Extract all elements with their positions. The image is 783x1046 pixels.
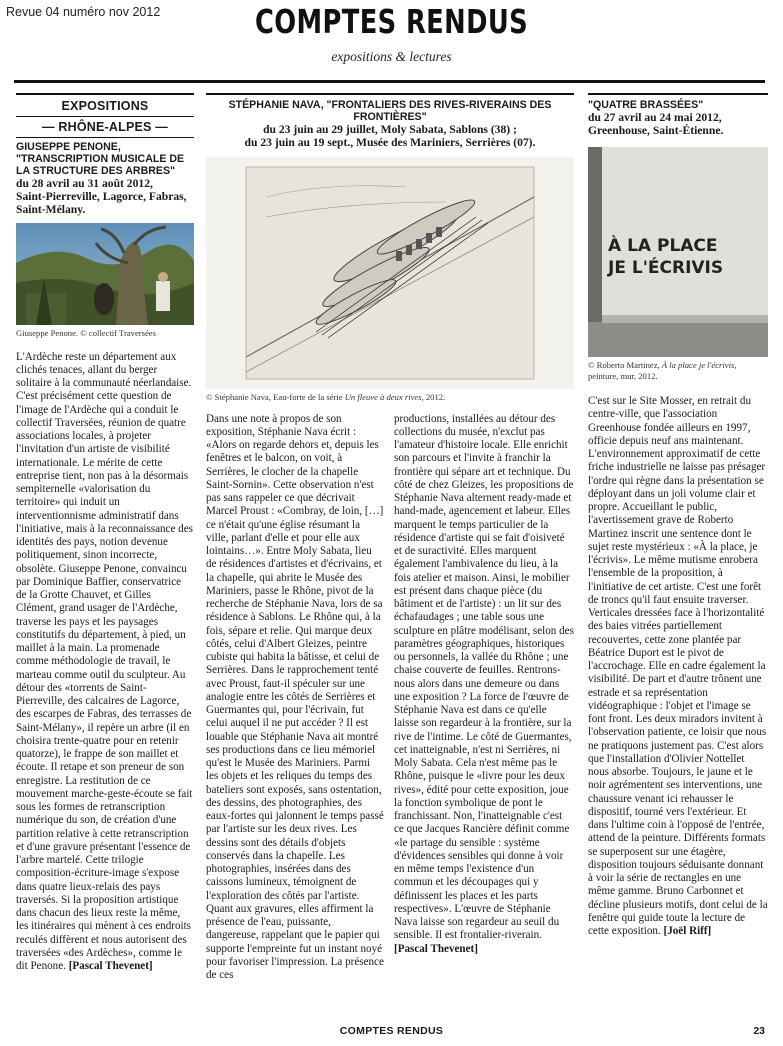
forest-photo-icon <box>16 223 194 325</box>
article-title: GIUSEPPE PENONE, "TRANSCRIPTION MUSICALE DE LA STRUCTURE DES ARBRES" <box>16 141 185 177</box>
column-penone <box>16 93 194 973</box>
wall-inscription <box>608 235 768 279</box>
column-nava <box>206 93 574 982</box>
article-text: productions, installées au détour des collections du musée, n'exclut pas l'amateur d'histoire locale. Elle enrichit son parcours et l'invite à franchir la frontière qui sépare art et technique. Du côté de chez Gleizes, les propositions de Stéphanie Nava alternent ready-made et hand-made, agencement et labeur. Elles marquent le temps particulier de la résidence d'artiste qui se fait d'oisiveté et de suractivité. Elles marquent également l'ambivalence du lieu, à la fois atelier et maison. Ainsi, le mobilier est présent dans chaque pièce (du bâtiment et de l'artiste) : un lit sur des échafaudages ; une table sous une sculpture en plâtre modélisant, selon des paramètres géographiques, historiques ou personnels, la vallée du Rhône ; une chaise couverte de feuilles. Rentrons-nous alors dans une demeure ou dans une exposition ? La force de l'œuvre de Stéphanie Nava est dans ce qu'elle laisse son regardeur à la frontière, sur la rive de l'intime. Le côté de Guermantes, cet inatteignable, n'est ni Serrières, ni Moly Sabata. Cela n'est même pas le Rhône, puisque le «livre pour les deux rives», édité pour cette exposition, joue la fonction symbolique de pont le franchissant. Non, l'inatteignable c'est ce que Jacques Rancière définit comme «le partage du sensible : système d'évidences sensibles qui donne à voir en même temps l'existence d'un commun et les découpages qui y définissent les places et les parts respectives». L'œuvre de Stéphanie Nava laisse son regardeur au seuil du sensible. Il est frontalier-riverain. <box>394 412 574 942</box>
nava-etching <box>206 157 574 389</box>
martinez-photo <box>588 147 768 357</box>
article-title: "QUATRE BRASSÉES" <box>588 99 704 111</box>
column-brassees <box>588 93 768 938</box>
caption-date: , peinture, mur, 2012. <box>588 360 737 381</box>
article-dates: du 23 juin au 29 juillet, Moly Sabata, Sablons (38) ; <box>263 123 517 136</box>
penone-photo <box>16 223 194 325</box>
caption-credit: © Roberto Martinez, <box>588 360 662 370</box>
issue-label: Revue 04 numéro nov 2012 <box>6 5 161 19</box>
etching-image-icon <box>206 157 574 389</box>
section-heading: EXPOSITIONS <box>61 99 149 113</box>
page-number: 23 <box>753 1025 765 1037</box>
caption-work-title: À la place je l'écrivis <box>661 360 735 370</box>
author-signature: [Joël Riff] <box>663 925 712 937</box>
author-signature: [Pascal Thevenet] <box>68 960 153 972</box>
article-place: Greenhouse, Saint-Étienne. <box>588 124 724 137</box>
section-rule <box>16 137 194 138</box>
section-rule <box>16 116 194 117</box>
photo-caption <box>588 360 768 381</box>
article-text: C'est sur le Site Mosser, en retrait du centre-ville, que l'association Greenhouse fondée ailleurs en 1997, officie depuis neuf ans maintenant. L'environnement approximatif de cette friche industrielle ne laisse pas présager l'ordre qui règne dans la présentation se déployant dans un joli volume clair et propre. Accueillant le public, l'avertissement grave de Roberto Martinez inscrit une sentence dont le sujet reste mystérieux : «À la place, je l'écrivis». Le même mutisme enrobera l'ensemble de la proposition, à l'initiative de cet artiste. C'est une forêt de troncs qu'il faut ensuite traverser. Verticales dressées face à l'horizontalité des baies vitrées partiellement recouvertes, cette zone plantée par Béatrice Duport est le pivot de l'accrochage. Elle en cadre également la visibilité. De part et d'autre trônent une estrade et sa représentation vidéographique : l'objet et l'image se font front. Les deux miradors invitent à l'observation patiente, ce loisir que nous ne pratiquons justement pas. C'est alors que l'installation d'Olivier Nottellet nous absorbe. Toujours, le jaune et le noir agrémentent ses interventions, une chaussure venant ici rehausser le dispositif, tourné vers l'extérieur. Et dans l'ultime coin à l'opposé de l'entrée, attend de la peinture. Différents formats se superposent sur une étagère, disposition toujours séduisante donnant à voir la série de rectangles en une même gamme. Bruno Carbonnet et décline plusieurs motifs, dont celui de la fenêtre qui guide toute la lecture de cette exposition. <box>588 395 768 937</box>
page-subtitle: expositions & lectures <box>331 49 452 64</box>
photo-caption: Giuseppe Penone. © collectif Traversées <box>16 328 156 338</box>
article-dates: du 28 avril au 31 août 2012, <box>16 177 153 190</box>
page-title: COMPTES RENDUS <box>254 2 529 41</box>
article-title: STÉPHANIE NAVA, "FRONTALIERS DES RIVES-RIVERAINS DES FRONTIÈRES" <box>228 99 552 123</box>
column-rule <box>206 93 574 95</box>
column-rule <box>588 93 768 95</box>
article-dates: du 27 avril au 24 mai 2012, <box>588 111 722 124</box>
caption-date: , 2012. <box>421 392 446 402</box>
caption-credit: © Stéphanie Nava, Eau-forte de la série <box>206 392 345 402</box>
article-body <box>16 351 194 974</box>
caption-work-title: Un fleuve à deux rives <box>344 392 422 402</box>
article-body-left: Dans une note à propos de son exposition, Stéphanie Nava écrit : «Alors on regarde dehors et, depuis les fenêtres et le balcon, on voit, à Serrières, le clocher de la chapelle Saint-Sornin». Cette observation n'est pas sans rappeler ce que décrivait Marcel Proust : «Combray, de loin, […] ce n'était qu'une église résumant la ville, parlant d'elle et pour elle aux lointains…». Entre Moly Sabata, lieu de résidences d'artistes et d'écrivains, et la chapelle, qui abrite le Musée des Mariniers, passe le Rhône, pivot de la recherche de Stéphanie Nava, lors de sa résidence à Sablons. Le Rhône qui, à la fois, sépare et relie. Qui marque deux côtés, celui d'Albert Gleizes, peintre cubiste qui habita la bâtisse, et celui de Serrières. Dans le rapprochement tenté avec Proust, faut-il spéculer sur une analogie entre les côtés de Serrières et Guermantes qui, pour l'écrivain, fut celui auquel il ne put accéder ? Il est louable que Stéphanie Nava ait montré ses productions dans ce lieu mémoriel qu'est le Musée des Mariniers. Parmi les objets et les reliques du temps des bateliers sont exposés, sans ostentation, des dessins, des photographies, des eaux-fortes qui jalonnent le temps passé par l'artiste sur les deux rives. Les dessins sont des détails d'objets conservés dans la chapelle. Les photographies, insérées dans des caissons lumineux, témoignent de l'exploration des côtés par l'artiste. Quant aux gravures, elles affirment la présence de l'eau, puissante, dangereuse, rappelant que le papier qui supporte l'empreinte fut un instant noyé pour favoriser l'impression. La présence de ces <box>206 412 384 981</box>
article-dates-secondary: du 23 juin au 19 sept., Musée des Mariniers, Serrières (07). <box>244 136 536 149</box>
region-heading: — RHÔNE-ALPES — <box>42 120 168 134</box>
article-body-columns <box>206 413 574 983</box>
etching-caption <box>206 392 574 403</box>
article-places: Saint-Pierreville, Lagorce, Fabras, Saint-Mélany. <box>16 190 187 216</box>
author-signature: [Pascal Thevenet] <box>394 942 478 955</box>
header-rule <box>14 80 765 83</box>
wall-text-line: JE L'ÉCRIVIS <box>608 258 724 278</box>
footer-title: COMPTES RENDUS <box>339 1025 444 1037</box>
wall-text-line: À LA PLACE <box>608 236 718 256</box>
article-body <box>588 395 768 938</box>
article-body-right <box>394 413 574 983</box>
article-text: L'Ardèche reste un département aux clichés tenaces, allant du berger solitaire à la communauté néerlandaise. C'est précisément cette question de l'image de l'Ardèche qui a conduit le collectif Traversées, réunion de quatre associations locales, à projeter l'invitation d'un artiste de visibilité internationale. Le mérite de cette entreprise tient, non pas à la désormais sempiternelle «valorisation du territoire» qui induit un interventionnisme administratif dans l'initiative, mais à la reconnaissance des identités des pays, notion devenue politiquement, sinon incorrecte, obsolète. Giuseppe Penone, convaincu par Dominique Baffier, conservatrice de la Grotte Chauvet, et Gilles Clément, grand usager de l'Ardèche, traverse les pays et les paysages constitutifs du département, à pied, un maillet à la main. La promenade comme méthodologie de travail, le marteau comme outil du sculpteur. Au détour des «torrents de Saint-Pierreville, des calcaires de Lagorce, des escarpes de Fabras, des terrasses de Saint-Mélany», il repère un arbre (il en choisira trente-quatre pour en retenir quatorze), le frappe de son maillet et écoute. Il retape et son preneur de son enregistre. La restitution de ce mouvement marche-geste-écoute se fait sous les formes de retranscription numérique du son, de création d'une partition relative à cette retranscription et d'une gravure présentant l'essence de l'arbre martelé. Cette trilogie composition-écriture-image s'expose dans quatre lieux-relais des pays traversés. Si la proposition artistique dans chacun des lieux reste la même, les itinéraires qui mènent à ces endroits reculés diffèrent et nous autorisent des traversées «des Ardèches», comme le dit Penone. <box>16 350 193 972</box>
column-rule <box>16 93 194 95</box>
